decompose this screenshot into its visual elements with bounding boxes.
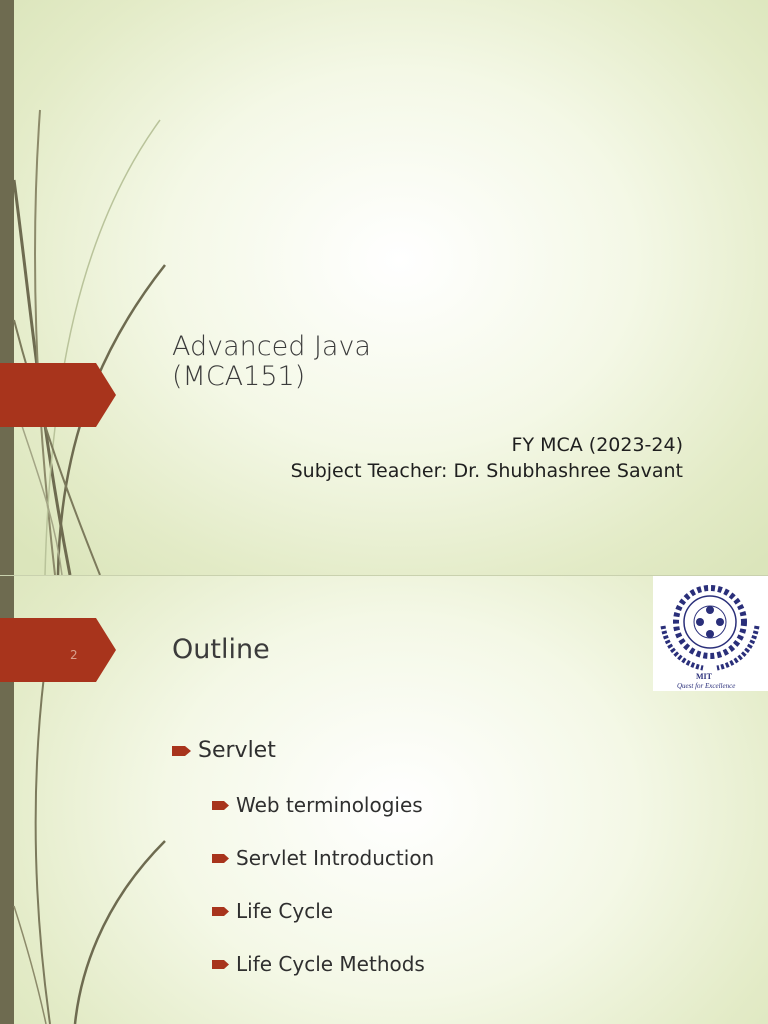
title-line-1: Advanced Java [172,331,371,362]
list-item [212,793,423,817]
arrow-bullet-icon [172,745,192,757]
bullet-label: Servlet Introduction [236,846,435,870]
list-item [212,899,333,923]
arrow-bullet-icon [212,906,230,917]
grass-decoration [0,0,200,575]
subtitle-line-1: FY MCA (2023-24) [511,434,683,456]
outline-title: Outline [172,634,270,665]
bullet-label: Life Cycle Methods [236,952,425,976]
title-line-2: (MCA151) [172,361,306,392]
bullet-label: Servlet [198,738,276,763]
arrow-bullet-icon [212,800,230,811]
arrow-bullet-icon [212,853,230,864]
arrow-bullet-icon [212,959,230,970]
logo-tagline: Quest for Excellence [677,682,736,690]
slide-title [172,332,371,392]
logo-text: MIT [696,672,712,681]
bullet-label: Web terminologies [236,793,423,817]
list-item [212,846,434,870]
outline-accent-tag [0,618,116,682]
slide-number: 2 [70,648,78,662]
slide-subtitle [291,432,683,484]
list-item [172,738,276,763]
list-item [212,952,425,976]
outline-slide [0,576,768,1024]
bullet-label: Life Cycle [236,899,334,923]
subtitle-line-2: Subject Teacher: Dr. Shubhashree Savant [290,460,683,482]
title-accent-tag [0,363,116,427]
